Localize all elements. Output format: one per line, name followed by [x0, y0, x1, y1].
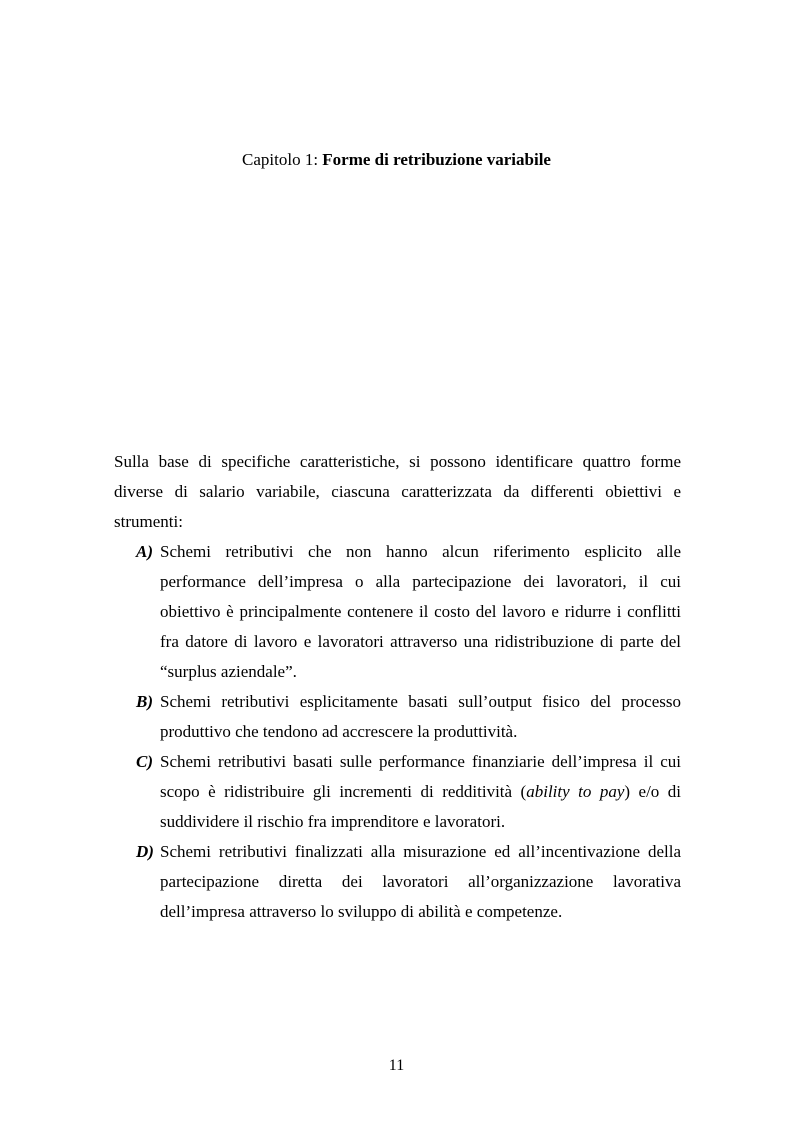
variable-pay-forms-list	[114, 537, 681, 927]
list-item-c	[114, 747, 681, 837]
list-text-c-emphasis: ability to pay	[526, 782, 625, 801]
chapter-title: Forme di retribuzione variabile	[322, 150, 551, 169]
list-text-a: Schemi retributivi che non hanno alcun riferimento esplicito alle performance dell’impresa o alla partecipazione dei lavoratori, il cui obiettivo è principalmente contenere il costo del lavoro e ridurre i conflitti fra datore di lavoro e lavoratori attraverso una ridistribuzione di parte del “surplus aziendale”.	[160, 542, 681, 681]
list-item-b	[114, 687, 681, 747]
list-text-c-before: Schemi retributivi basati sulle performance finanziarie dell’impresa il cui scopo è ridistribuire gli incrementi di redditività (	[160, 752, 681, 801]
list-item-a	[114, 537, 681, 687]
list-marker-a: A)	[136, 542, 153, 561]
list-marker-b: B)	[136, 692, 153, 711]
chapter-label: Capitolo 1:	[242, 150, 323, 169]
chapter-heading	[0, 148, 793, 172]
list-text-b: Schemi retributivi esplicitamente basati sull’output fisico del processo produttivo che tendono ad accrescere la produttività.	[160, 692, 681, 741]
list-marker-d: D)	[136, 842, 154, 861]
list-marker-c: C)	[136, 752, 153, 771]
page-number: 11	[388, 1057, 405, 1074]
body-text	[114, 447, 681, 927]
list-item-d	[114, 837, 681, 927]
intro-paragraph: Sulla base di specifiche caratteristiche, si possono identificare quattro forme diverse di salario variabile, ciascuna caratterizzata da differenti obiettivi e strumenti:	[114, 452, 681, 531]
list-text-d: Schemi retributivi finalizzati alla misurazione ed all’incentivazione della partecipazione diretta dei lavoratori all’organizzazione lavorativa dell’impresa attraverso lo sviluppo di abilità e competenze.	[160, 842, 681, 921]
list-text-c-after: ) e/o di suddividere il rischio fra imprenditore e lavoratori.	[160, 782, 682, 831]
